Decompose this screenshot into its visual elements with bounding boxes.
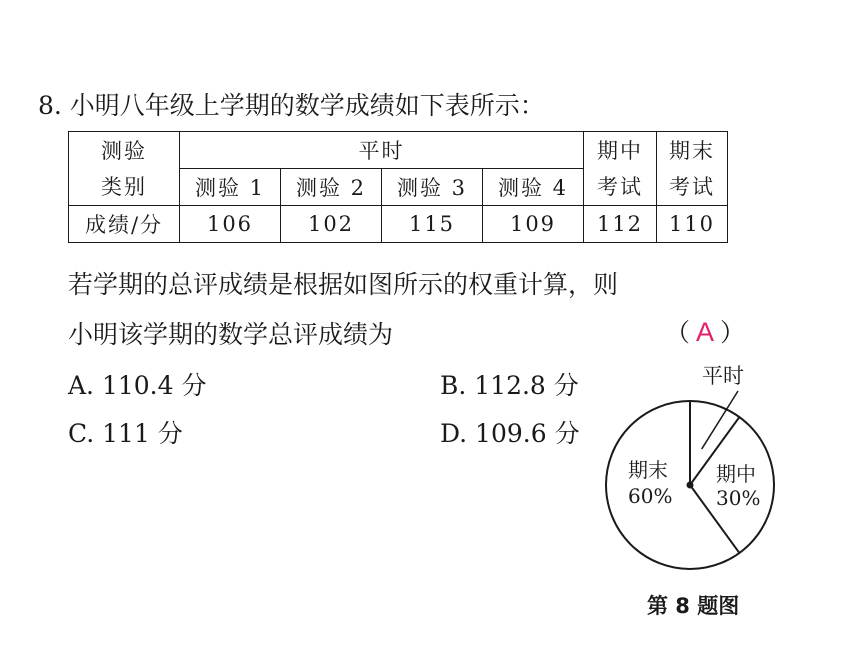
score-cell: 112 <box>584 206 657 243</box>
answer-close: ） <box>720 318 746 347</box>
header-midterm-line2: 考试 <box>597 174 643 199</box>
option-a: A. 110.4 分 <box>68 371 207 400</box>
question-text-line1: 若学期的总评成绩是根据如图所示的权重计算，则 <box>68 270 619 299</box>
header-quiz-4: 测验 4 <box>483 169 584 206</box>
callout-label-regular: 平时 <box>702 364 744 388</box>
header-test-line1: 测验 <box>101 138 147 163</box>
header-test-category <box>69 132 180 206</box>
header-midterm-line1: 期中 <box>597 138 643 163</box>
option-d: D. 109.6 分 <box>440 419 580 448</box>
score-table <box>68 131 728 243</box>
score-cell: 106 <box>180 206 281 243</box>
row-label: 成绩/分 <box>69 206 180 243</box>
slice-label-midterm: 期中 <box>716 462 756 486</box>
header-regular: 平时 <box>180 132 584 169</box>
slice-label-final: 期末 <box>628 458 668 482</box>
figure-caption: 第 8 题图 <box>647 594 740 618</box>
header-test-line2: 类别 <box>101 174 147 199</box>
header-quiz-3: 测验 3 <box>382 169 483 206</box>
option-c: C. 111 分 <box>68 419 183 448</box>
answer-letter: A <box>696 317 715 347</box>
header-final-line1: 期末 <box>669 138 715 163</box>
callout-leader-line <box>702 391 738 449</box>
question-text-line2: 小明该学期的数学总评成绩为 <box>68 320 394 349</box>
slice-value-final: 60% <box>628 484 673 508</box>
score-cell: 102 <box>281 206 382 243</box>
answer-bracket <box>665 313 745 349</box>
pie-center-dot <box>687 482 694 489</box>
option-b: B. 112.8 分 <box>440 371 579 400</box>
score-cell: 109 <box>483 206 584 243</box>
header-quiz-1: 测验 1 <box>180 169 281 206</box>
score-cell: 115 <box>382 206 483 243</box>
header-final <box>657 132 728 206</box>
header-midterm <box>584 132 657 206</box>
header-quiz-2: 测验 2 <box>281 169 382 206</box>
weight-pie-chart <box>590 355 790 585</box>
score-cell: 110 <box>657 206 728 243</box>
answer-open: （ <box>665 318 691 347</box>
question-stem: 8. 小明八年级上学期的数学成绩如下表所示： <box>38 91 545 120</box>
slice-value-midterm: 30% <box>716 486 761 510</box>
header-final-line2: 考试 <box>669 174 715 199</box>
